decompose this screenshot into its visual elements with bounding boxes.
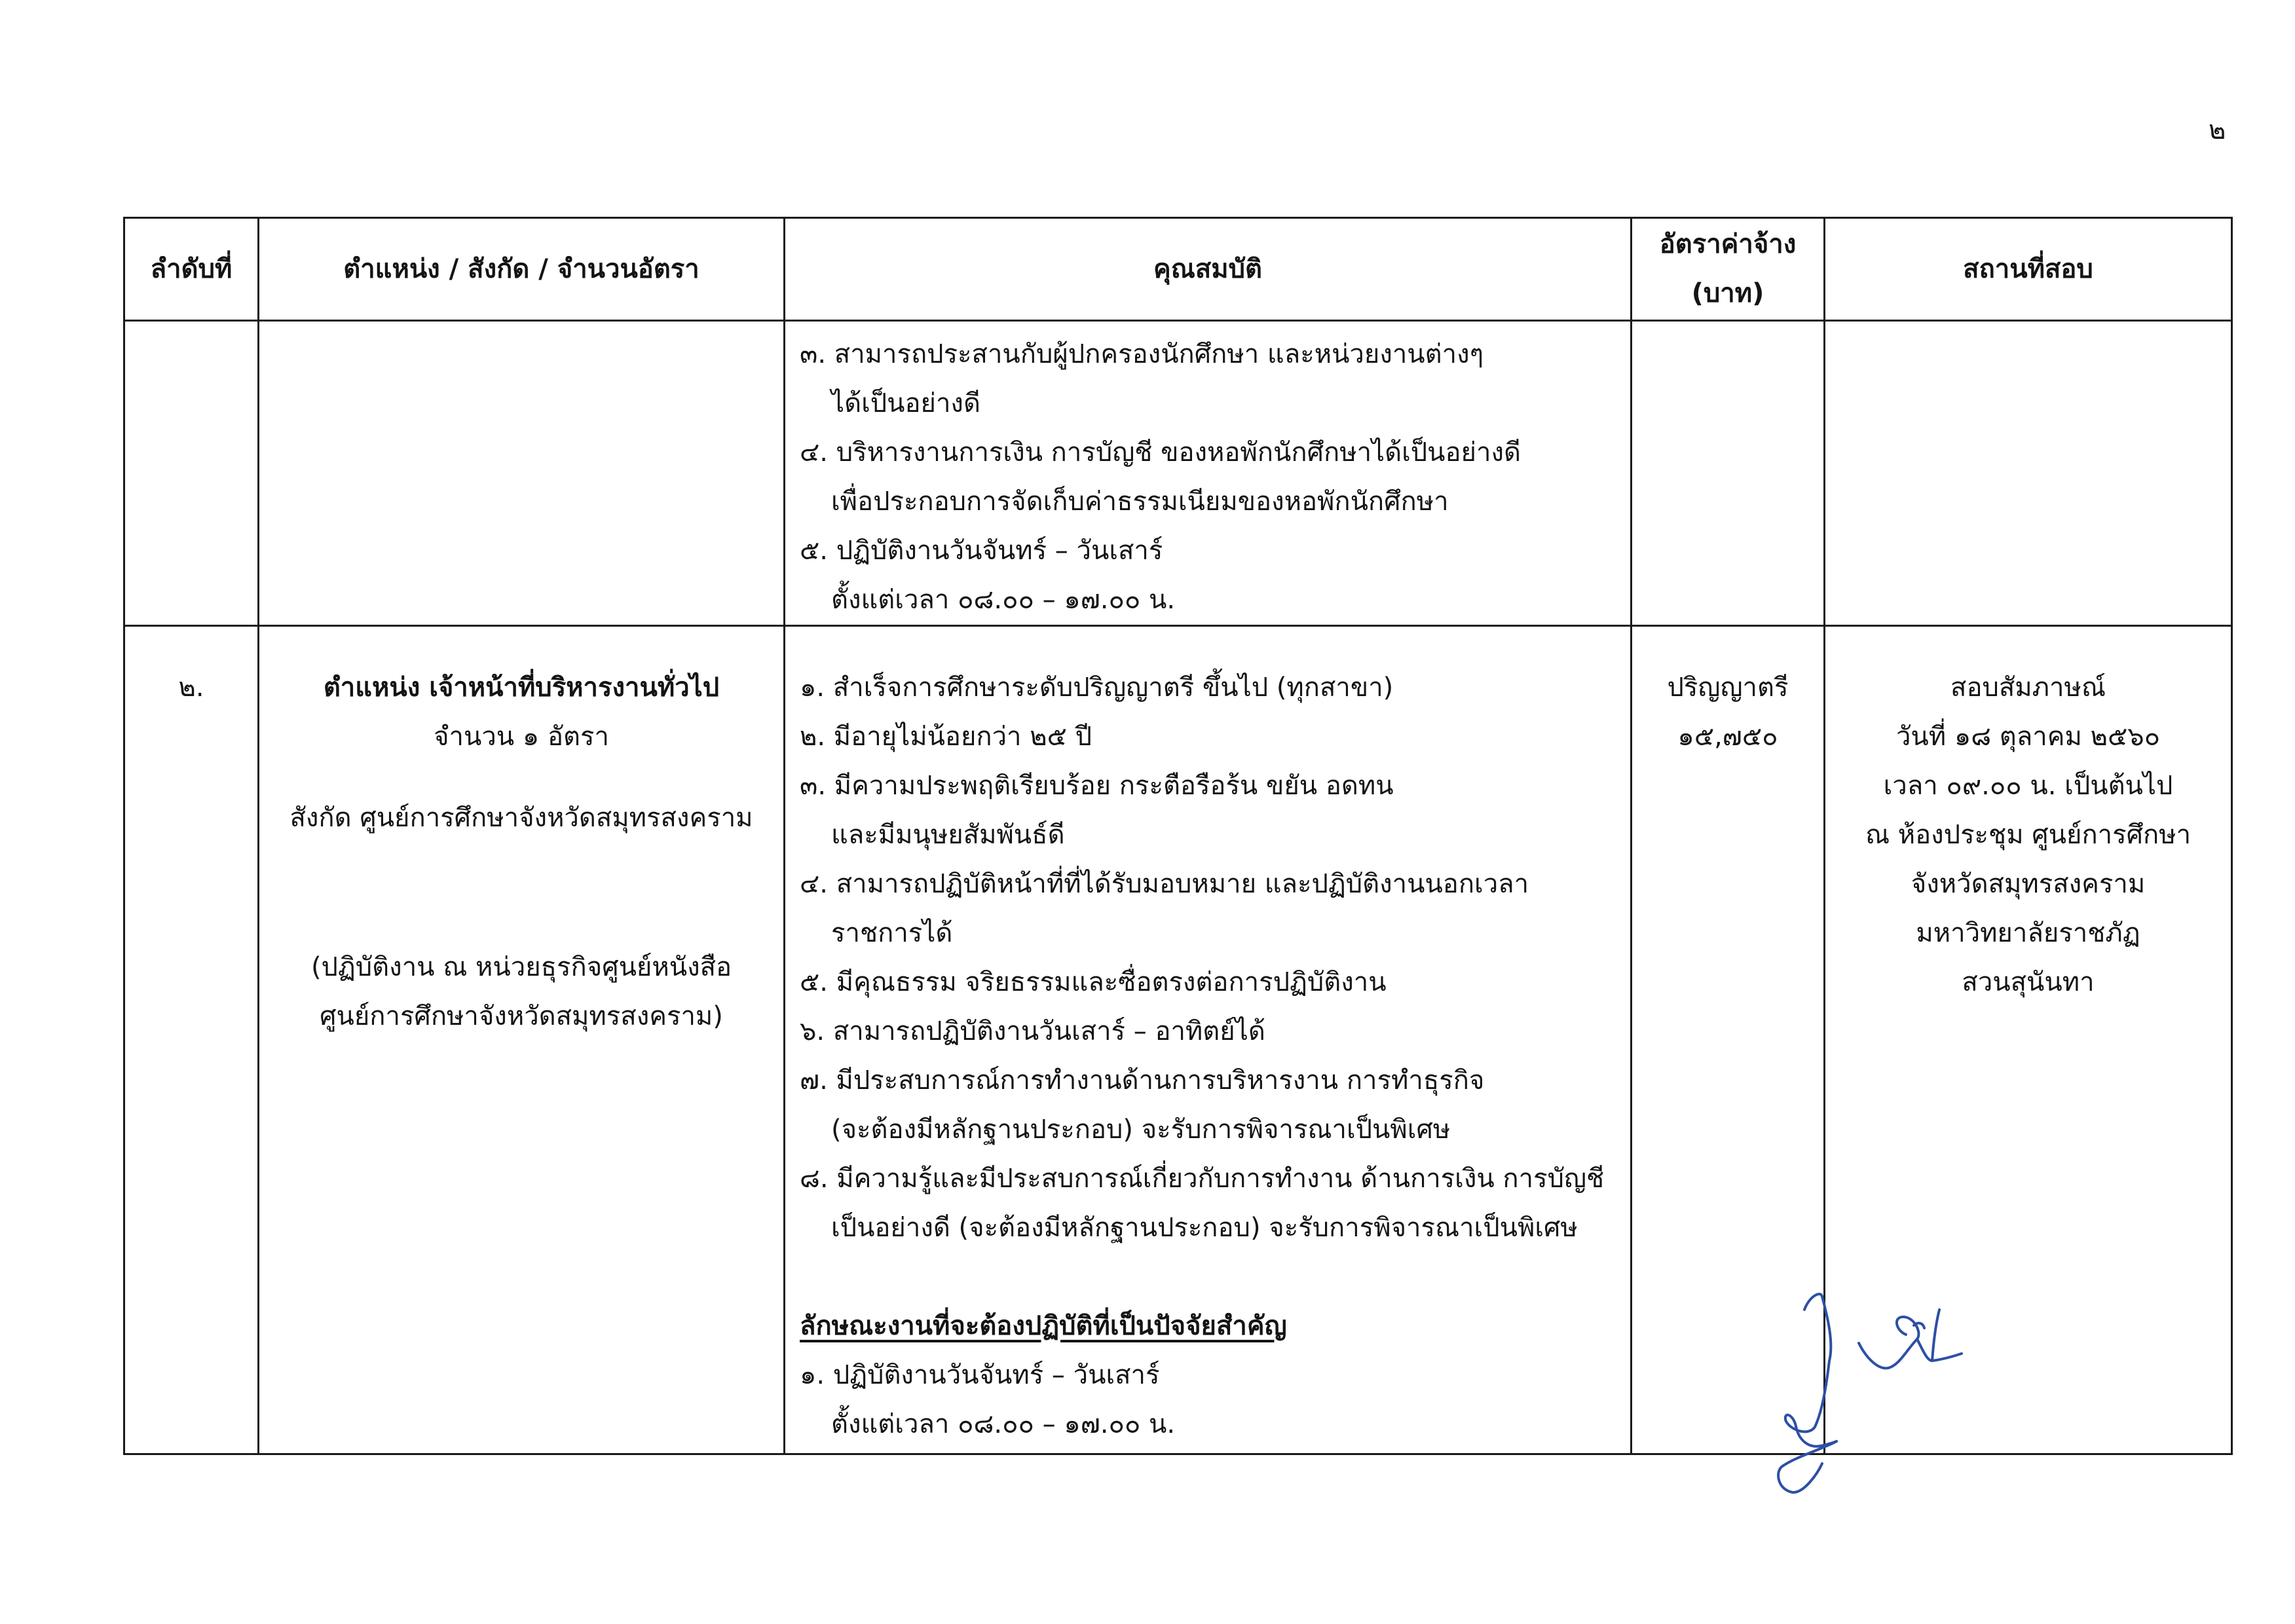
qualification-line: ตั้งแต่เวลา ๐๘.๐๐ – ๑๗.๐๐ น. [831,585,1176,615]
qualification-line: ๒. มีอายุไม่น้อยกว่า ๒๕ ปี [800,722,1092,752]
qualification-line: ได้เป็นอย่างดี [831,388,980,418]
header-wage [1632,218,1825,321]
exam-place-line: ณ ห้องประชุม ศูนย์การศึกษา [1865,820,2192,850]
header-wage-line2: (บาท) [1691,278,1764,308]
qualification-line: เป็นอย่างดี (จะต้องมีหลักฐานประกอบ) จะรับการพิจารณาเป็นพิเศษ [831,1213,1578,1243]
work-note-line: ศูนย์การศึกษาจังหวัดสมุทรสงคราม) [320,1001,723,1031]
header-qualifications: คุณสมบัติ [785,218,1632,321]
row1-seq-cell [124,321,259,626]
exam-place-line: วันที่ ๑๘ ตุลาคม ๒๕๖๐ [1895,722,2161,752]
page-number: ๒ [2209,115,2226,145]
row1-wage-cell [1632,321,1825,626]
job-characteristics-heading: ลักษณะงานที่จะต้องปฏิบัติที่เป็นปัจจัยสำคัญ [800,1311,1287,1341]
work-note-line: (ปฏิบัติงาน ณ หน่วยธุรกิจศูนย์หนังสือ [310,952,732,982]
position-title: ตำแหน่ง เจ้าหน้าที่บริหารงานทั่วไป [323,673,720,703]
exam-place-line: จังหวัดสมุทรสงคราม [1911,869,2146,899]
row1-position-cell [259,321,785,626]
table-header-row [124,218,2232,321]
handwritten-signature-icon [1762,1277,1985,1500]
job-item-line: ตั้งแต่เวลา ๐๘.๐๐ – ๑๗.๐๐ น. [831,1409,1176,1439]
header-seq: ลำดับที่ [124,218,259,321]
qualification-line: ๕. ปฏิบัติงานวันจันทร์ – วันเสาร์ [800,536,1163,566]
qualification-line: (จะต้องมีหลักฐานประกอบ) จะรับการพิจารณาเป็นพิเศษ [831,1115,1451,1145]
qualification-line: ๘. มีความรู้และมีประสบการณ์เกี่ยวกับการทำงาน ด้านการเงิน การบัญชี [800,1164,1605,1194]
exam-place-line: สอบสัมภาษณ์ [1950,673,2106,703]
exam-place-line: สวนสุนันทา [1962,967,2095,997]
qualification-line: และมีมนุษยสัมพันธ์ดี [831,820,1065,850]
wage-amount: ๑๕,๗๕๐ [1677,722,1778,752]
position-count: จำนวน ๑ อัตรา [434,722,609,752]
qualification-line: เพื่อประกอบการจัดเก็บค่าธรรมเนียมของหอพักนักศึกษา [831,487,1449,517]
row2-qualifications-cell [785,626,1632,1454]
qualification-line: ๔. บริหารงานการเงิน การบัญชี ของหอพักนักศึกษาได้เป็นอย่างดี [800,437,1521,468]
job-item-line: ๑. ปฏิบัติงานวันจันทร์ – วันเสาร์ [800,1360,1160,1390]
table-row [124,321,2232,626]
qualification-line: ๕. มีคุณธรรม จริยธรรมและซื่อตรงต่อการปฏิบัติงาน [800,967,1387,997]
position-affiliation: สังกัด ศูนย์การศึกษาจังหวัดสมุทรสงคราม [289,803,753,833]
qualification-line: ๗. มีประสบการณ์การทำงานด้านการบริหารงาน การทำธุรกิจ [800,1065,1485,1096]
qualification-line: ๑. สำเร็จการศึกษาระดับปริญญาตรี ขึ้นไป (ทุกสาขา) [800,673,1394,703]
qualification-line: ๔. สามารถปฏิบัติหน้าที่ที่ได้รับมอบหมาย และปฏิบัติงานนอกเวลา [800,869,1529,899]
qualification-line: ๓. มีความประพฤติเรียบร้อย กระตือรือร้น ขยัน อดทน [800,771,1394,801]
row1-exam-place-cell [1825,321,2232,626]
blank-spacer [800,1253,1630,1302]
position-table [123,217,2233,1455]
qualification-line: ราชการได้ [831,918,953,948]
row2-seq-cell [124,626,259,1454]
header-position: ตำแหน่ง / สังกัด / จำนวนอัตรา [259,218,785,321]
qualification-line: ๖. สามารถปฏิบัติงานวันเสาร์ – อาทิตย์ได้ [800,1016,1265,1046]
wage-degree: ปริญญาตรี [1667,673,1789,703]
row-seq-number: ๒. [178,673,204,703]
exam-place-line: มหาวิทยาลัยราชภัฏ [1916,918,2140,948]
header-wage-line1: อัตราค่าจ้าง [1659,229,1797,259]
row1-qualifications-cell [785,321,1632,626]
header-exam-place: สถานที่สอบ [1825,218,2232,321]
row2-position-cell [259,626,785,1454]
qualification-line: ๓. สามารถประสานกับผู้ปกครองนักศึกษา และหน่วยงานต่างๆ [800,339,1484,369]
exam-place-line: เวลา ๐๙.๐๐ น. เป็นต้นไป [1883,771,2173,801]
